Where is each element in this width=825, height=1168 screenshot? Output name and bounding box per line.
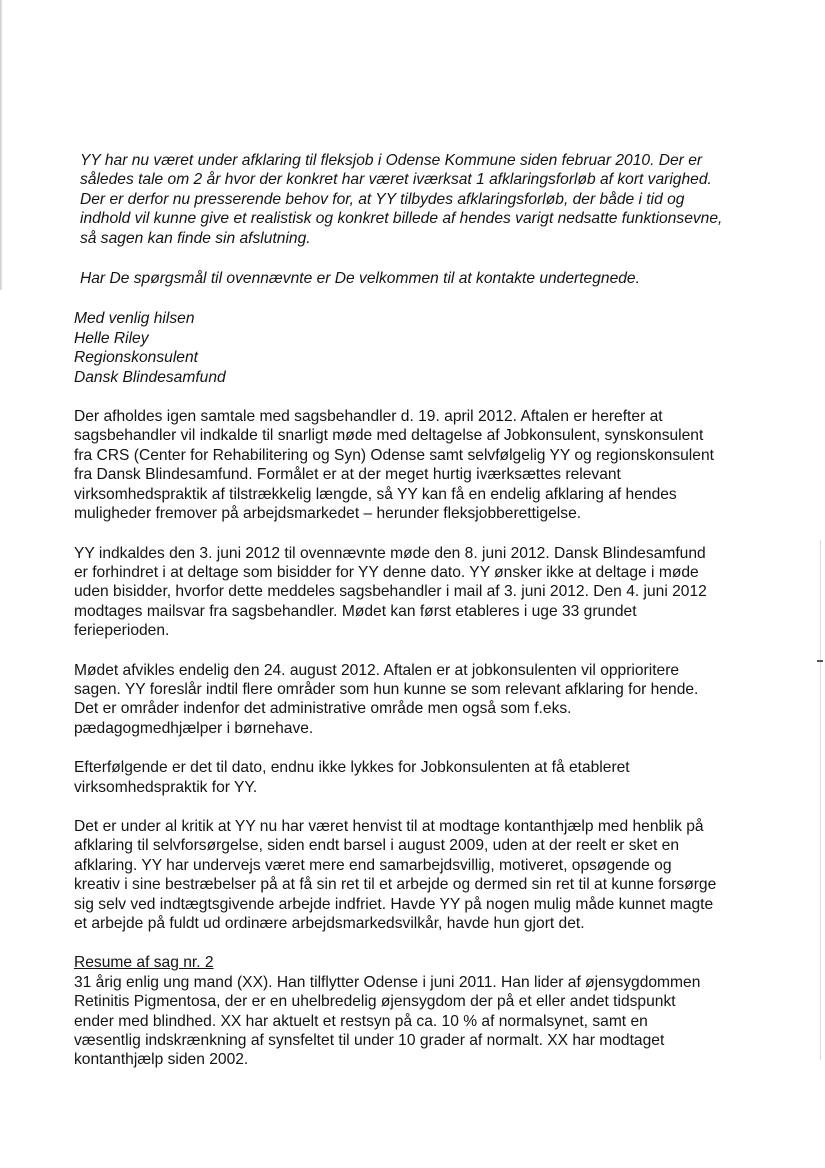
text-line: indhold vil kunne give et realistisk og konkret billede af hendes varigt nedsatte funktionsevne,	[80, 210, 723, 228]
signature-block	[74, 309, 794, 387]
scan-mark	[817, 660, 823, 662]
body-paragraph	[74, 407, 794, 523]
text-line: pædagogmedhjælper i børnehave.	[74, 719, 314, 737]
intro-paragraph	[74, 269, 794, 288]
text-line: muligheder fremover på arbejdsmarkedet – herunder fleksjobberettigelse.	[74, 505, 582, 523]
signature	[74, 309, 794, 387]
text-line: ferieperioden.	[74, 622, 170, 640]
text-line: sagsbehandler vil indkalde til snarligt møde med deltagelse af Jobkonsulent, synskonsulent	[74, 427, 704, 445]
body-paragraph	[74, 544, 794, 641]
text-line: fra Dansk Blindesamfund. Formålet er at der meget hurtig iværksættes relevant	[74, 466, 621, 484]
signature-line: Regionskonsulent	[74, 349, 198, 367]
text-line: kontanthjælp siden 2002.	[74, 1051, 249, 1069]
case-2-heading: Resume af sag nr. 2	[74, 954, 214, 972]
body-paragraph	[74, 758, 794, 797]
text-line: Det er under al kritik at YY nu har været henvist til at modtage kontanthjælp med henblik på	[74, 817, 704, 835]
text-line: Retinitis Pigmentosa, der er en uhelbredelig øjensygdom der på et eller andet tidspunkt	[74, 993, 676, 1011]
text-line: et arbejde på fuldt ud ordinære arbejdsmarkedsvilkår, havde hun gjort det.	[74, 915, 585, 932]
text-line: modtages mailsvar fra sagsbehandler. Mødet kan først etableres i uge 33 grundet	[74, 602, 637, 620]
text-line: virksomhedspraktik for YY.	[74, 778, 258, 796]
text-line: afklaring. YY har undervejs været mere end samarbejdsvillig, motiveret, opsøgende og	[74, 856, 672, 874]
text-line: Der er derfor nu presserende behov for, at YY tilbydes afklaringsforløb, der både i tid og	[80, 190, 685, 208]
text-line: fra CRS (Center for Rehabilitering og Syn) Odense samt selvfølgelig YY og regionskonsulent	[74, 446, 714, 464]
text-line: 31 årig enlig ung mand (XX). Han tilflytter Odense i juni 2011. Han lider af øjensygdommen	[74, 973, 701, 991]
text-line: så sagen kan finde sin afslutning.	[80, 229, 311, 247]
body-paragraph	[74, 661, 794, 739]
intro-section	[74, 151, 794, 288]
text-line: sig selv ved indtægtsgivende arbejde indfriet. Havde YY på nogen mulig måde kunnet magte	[74, 895, 714, 913]
case-history-section	[74, 407, 794, 933]
case-2-section	[74, 953, 794, 1069]
text-line: sagen. YY foreslår indtil flere områder som hun kunne se som relevant afklaring for hende.	[74, 680, 699, 698]
text-line: Mødet afvikles endelig den 24. august 2012. Aftalen er at jobkonsulenten vil opprioritere	[74, 661, 680, 679]
text-line: således tale om 2 år hvor der konkret har været iværksat 1 afklaringsforløb af kort varighed.	[80, 171, 712, 189]
text-line: Der afholdes igen samtale med sagsbehandler d. 19. april 2012. Aftalen er herefter at	[74, 408, 663, 426]
text-line: kreativ i sine bestræbelser på at få sin ret til et arbejde og dermed sin ret til at kunne forsørge	[74, 876, 717, 894]
signature-line: Helle Riley	[74, 329, 149, 347]
text-line: uden bisidder, hvorfor dette meddeles sagsbehandler i mail af 3. juni 2012. Den 4. juni 2012	[74, 583, 707, 601]
scan-shadow-left	[0, 0, 3, 290]
case-2-paragraph	[74, 953, 794, 1069]
letter-body	[74, 151, 794, 1070]
intro-paragraph	[74, 151, 794, 248]
text-line: afklaring til selvforsørgelse, siden endt barsel i august 2009, uden at der reelt er sket en	[74, 837, 680, 855]
text-line: ender med blindhed. XX har aktuelt et restsyn på ca. 10 % af normalsynet, samt en	[74, 1012, 648, 1030]
text-line: YY har nu været under afklaring til fleksjob i Odense Kommune siden februar 2010. Der er	[80, 152, 703, 169]
text-line: Det er områder indenfor det administrative område men også som f.eks.	[74, 700, 572, 718]
text-line: virksomhedspraktik af tilstrækkelig længde, så YY kan få en endelig afklaring af hendes	[74, 485, 677, 503]
signature-line: Dansk Blindesamfund	[74, 368, 226, 386]
text-line: Efterfølgende er det til dato, endnu ikke lykkes for Jobkonsulenten at få etableret	[74, 759, 630, 777]
signature-line: Med venlig hilsen	[74, 310, 195, 328]
text-line: er forhindret i at deltage som bisidder for YY denne dato. YY ønsker ikke at deltage i møde	[74, 563, 699, 581]
scan-shadow-right	[820, 540, 821, 1060]
body-paragraph	[74, 817, 794, 933]
text-line: Har De spørgsmål til ovennævnte er De velkommen til at kontakte undertegnede.	[80, 270, 640, 288]
text-line: væsentlig indskrænkning af synsfeltet til under 10 grader af normalt. XX har modtaget	[74, 1032, 665, 1050]
text-line: YY indkaldes den 3. juni 2012 til ovennævnte møde den 8. juni 2012. Dansk Blindesamfund	[74, 544, 706, 562]
